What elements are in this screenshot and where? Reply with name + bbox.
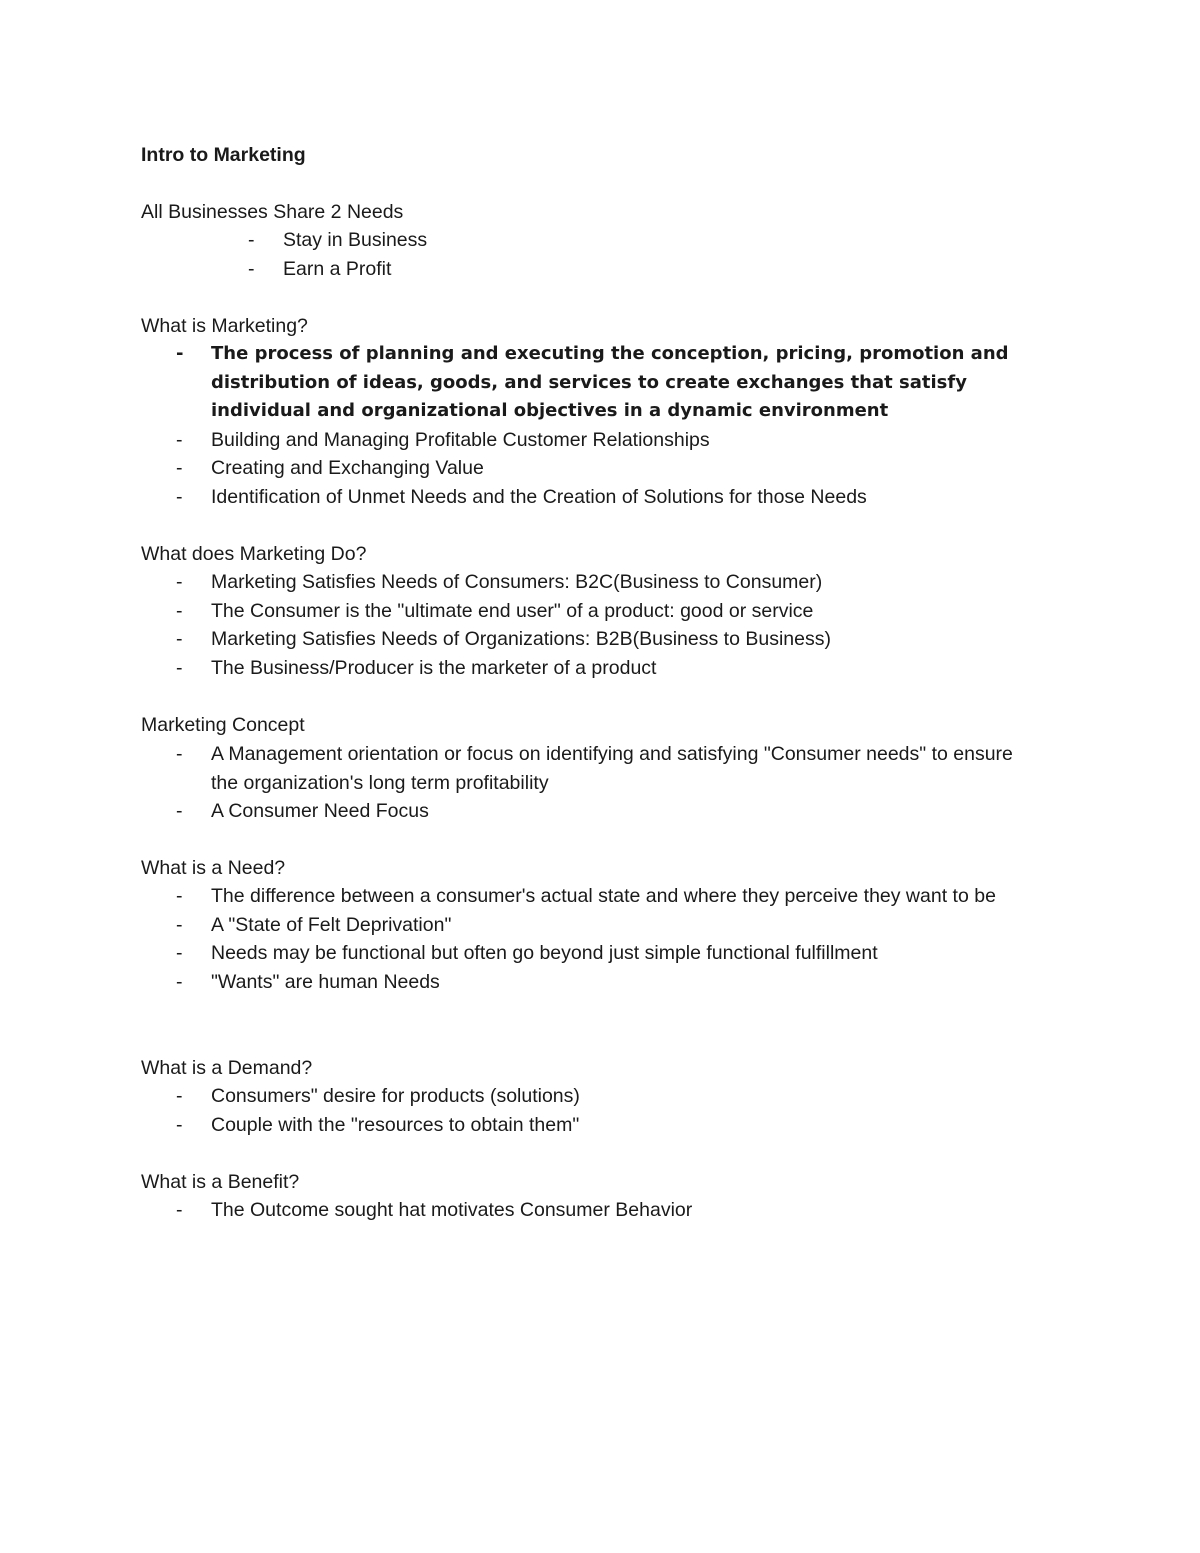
section-list-what-does-marketing-do [176,568,1026,682]
bullet-dash: - [248,229,255,251]
list-item [176,939,1026,968]
list-item-text: Building and Managing Profitable Customer Relationships [211,428,710,451]
list-item [176,426,1026,455]
list-item-text: A "State of Felt Deprivation" [211,913,452,936]
list-item [248,226,1098,255]
list-item [176,597,1026,626]
bullet-dash: - [176,743,183,765]
list-item [176,740,1026,797]
list-item [176,882,1026,911]
bullet-dash: - [176,628,183,650]
list-item [176,968,1026,997]
section-list-what-is-a-need [176,882,1026,996]
list-item-text: A Consumer Need Focus [211,800,429,822]
list-item-text: The Business/Producer is the marketer of a product [211,656,657,679]
list-item [176,483,1026,512]
list-item-text: Earn a Profit [283,257,392,280]
list-item-text: Marketing Satisfies Needs of Consumers: B2C(Business to Consumer) [211,571,823,593]
list-item-text: Marketing Satisfies Needs of Organizations: B2B(Business to Business) [211,628,831,650]
bullet-dash: - [176,913,183,936]
list-item-text: Creating and Exchanging Value [211,457,484,479]
bullet-dash: - [176,457,183,479]
list-item-text: Stay in Business [283,229,428,251]
list-item [176,654,1026,683]
bullet-dash: - [176,656,183,679]
bullet-dash: - [248,257,255,280]
bullet-dash: - [176,343,184,364]
list-item [176,911,1026,940]
section-list-marketing-concept [176,740,1026,826]
list-item-text: The Consumer is the "ultimate end user" of a product: good or service [211,599,814,622]
list-item [176,1082,1026,1111]
bullet-dash: - [176,885,183,907]
section-list-what-is-marketing [176,340,1026,511]
list-item-text: The difference between a consumer's actual state and where they perceive they want to be [211,885,996,907]
section-list-what-is-a-demand [176,1082,1026,1139]
bullet-dash: - [176,1113,183,1136]
section-list-businesses-needs [248,226,1098,283]
section-list-what-is-a-benefit [176,1196,1026,1225]
list-item-definition [176,340,1026,426]
list-item [176,1111,1026,1140]
list-item-text: Couple with the "resources to obtain them" [211,1113,580,1136]
list-item [248,255,1098,284]
list-item-text: Identification of Unmet Needs and the Creation of Solutions for those Needs [211,485,867,508]
bullet-dash: - [176,1085,183,1107]
list-item [176,568,1026,597]
section-heading-what-is-a-benefit: What is a Benefit? [141,1171,300,1193]
section-heading-what-is-marketing: What is Marketing? [141,315,308,337]
list-item [176,797,1026,826]
section-heading-what-is-a-demand: What is a Demand? [141,1057,313,1079]
list-item-text: The process of planning and executing the conception, pricing, promotion and distribution of ideas, goods, and services to create exchanges that satisfy individual and organizational objectives in a dynamic environment [211,343,1009,421]
list-item [176,454,1026,483]
bullet-dash: - [176,970,183,993]
section-heading-marketing-concept: Marketing Concept [141,714,305,736]
bullet-dash: - [176,485,183,508]
bullet-dash: - [176,800,183,822]
bullet-dash: - [176,571,183,593]
list-item-text: The Outcome sought hat motivates Consumer Behavior [211,1199,693,1221]
list-item [176,1196,1026,1225]
bullet-dash: - [176,428,183,451]
section-heading-what-does-marketing-do: What does Marketing Do? [141,543,367,565]
list-item [176,625,1026,654]
document-title: Intro to Marketing [141,144,306,166]
list-item-text: "Wants" are human Needs [211,970,440,993]
section-heading-businesses-needs: All Businesses Share 2 Needs [141,201,404,223]
bullet-dash: - [176,1199,183,1221]
section-heading-what-is-a-need: What is a Need? [141,857,286,879]
bullet-dash: - [176,599,183,622]
list-item-text: A Management orientation or focus on identifying and satisfying "Consumer needs" to ensure the organization's long term profitability [211,743,1013,794]
list-item-text: Consumers" desire for products (solutions) [211,1085,580,1107]
list-item-text: Needs may be functional but often go beyond just simple functional fulfillment [211,942,878,964]
bullet-dash: - [176,942,183,964]
